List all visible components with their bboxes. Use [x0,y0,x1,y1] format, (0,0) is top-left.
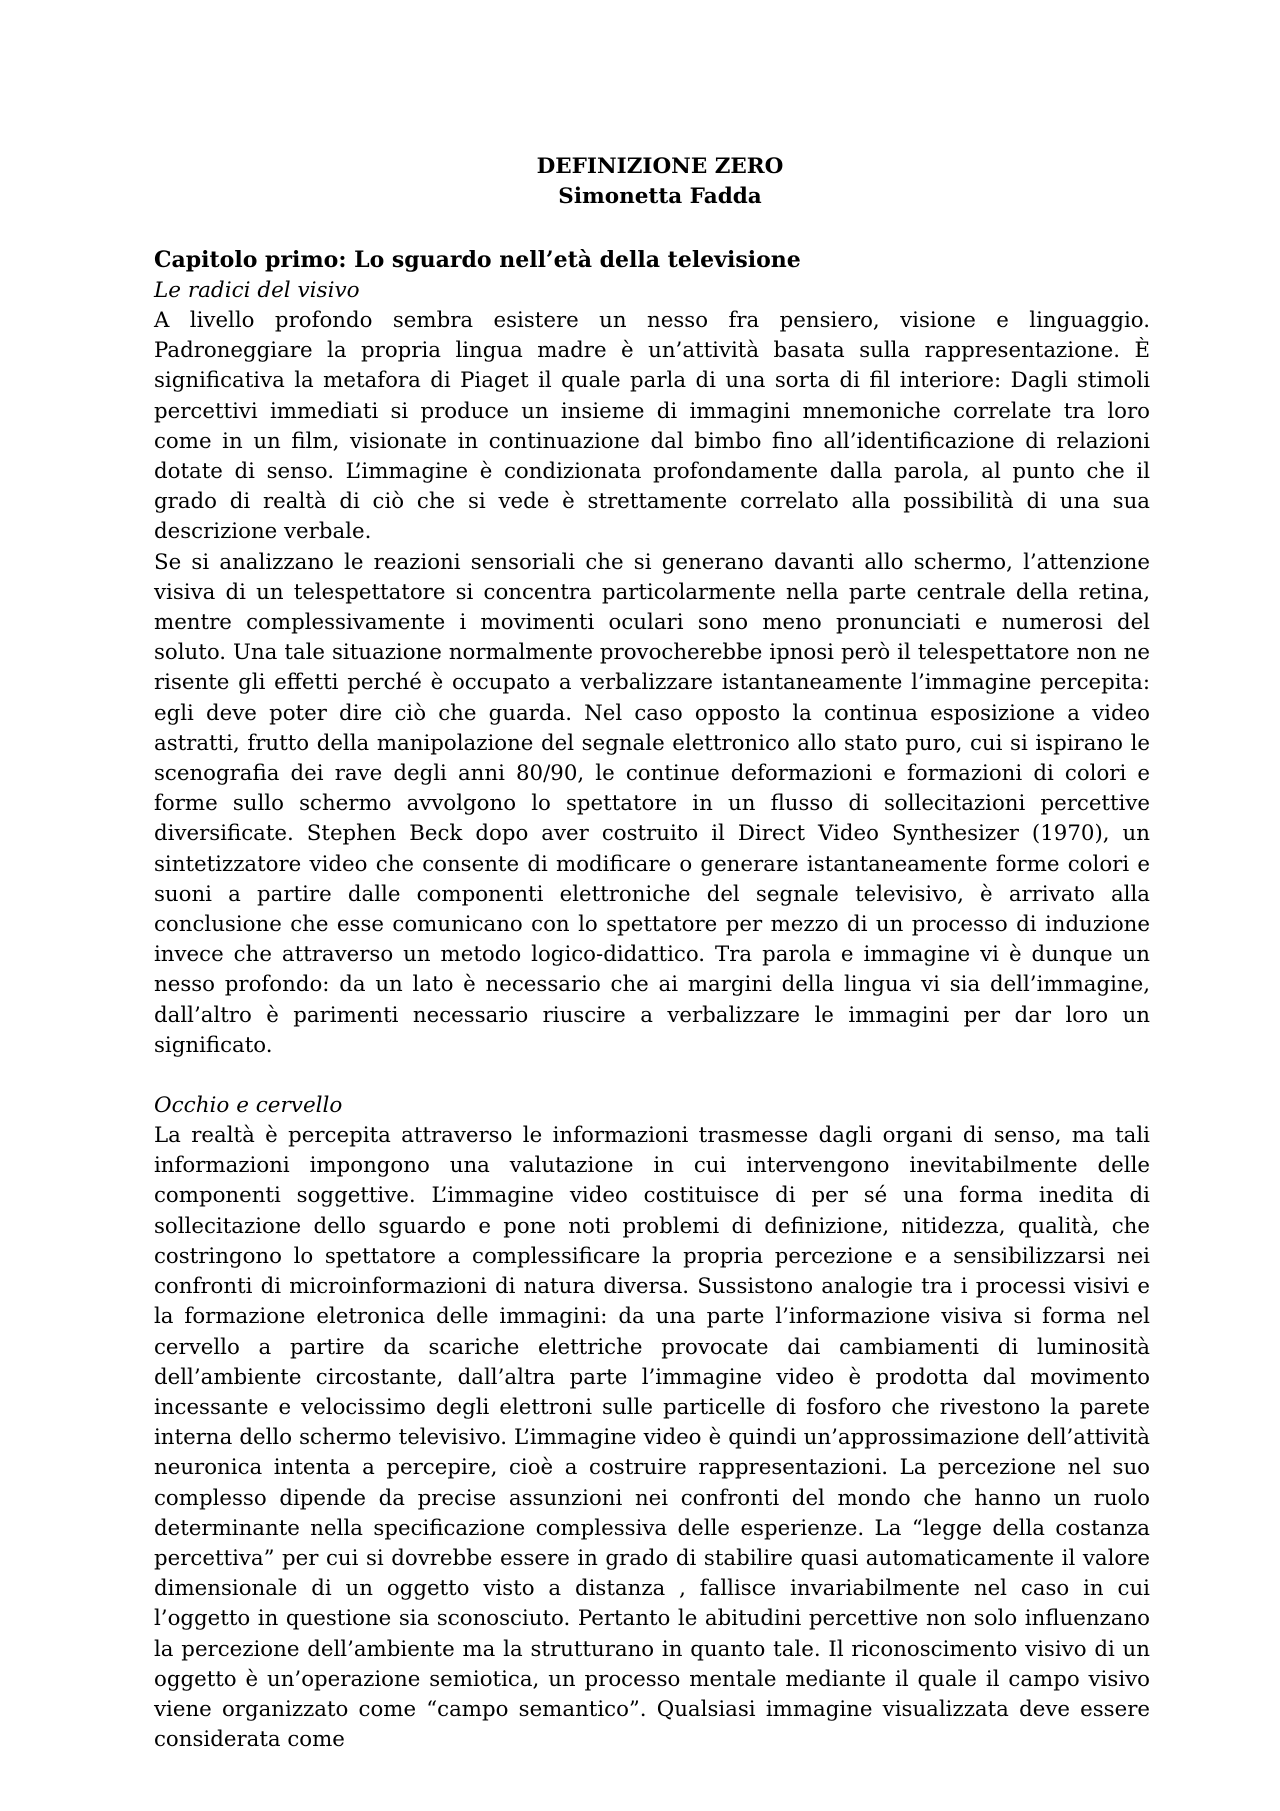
title-block [170,152,1150,212]
section-heading: Occhio e cervello [154,1093,343,1119]
paragraph: La realtà è percepita attraverso le informazioni trasmesse dagli organi di senso, ma tali informazioni impongono una valutazione in cui intervengono inevitabilmente delle componenti soggettive. L’immagine video costituisce di per sé una forma inedita di sollecitazione dello sguardo e pone noti problemi di definizione, nitidezza, qualità, che costringono lo spettatore a complessificare la propria percezione e a sensibilizzarsi nei confronti di microinformazioni di natura diversa. Sussistono analogie tra i processi visivi e la formazione eletronica delle immagini: da una parte l’informazione visiva si forma nel cervello a partire da scariche elettriche provocate dai cambiamenti di luminosità dell’ambiente circostante, dall’altra parte l’immagine video è prodotta dal movimento incessante e velocissimo degli elettroni sulle particelle di fosforo che rivestono la parete interna dello schermo televisivo. L’immagine video è quindi un’approssimazione dell’attività neuronica intenta a percepire, cioè a costruire rappresentazioni. La percezione nel suo complesso dipende da precise assunzioni nei confronti del mondo che hanno un ruolo determinante nella specificazione complessiva delle esperienze. La “legge della costanza percettiva” per cui si dovrebbe essere in grado di stabilire quasi automaticamente il valore dimensionale di un oggetto visto a distanza , fallisce invariabilmente nel caso in cui l’oggetto in questione sia sconosciuto. Pertanto le abitudini percettive non solo influenzano la percezione dell’ambiente ma la strutturano in quanto tale. Il riconoscimento visivo di un oggetto è un’operazione semiotica, un processo mentale mediante il quale il campo visivo viene organizzato come “campo semantico”. Qualsiasi immagine visualizzata deve essere considerata come [154,1123,1150,1753]
document-author: Simonetta Fadda [558,184,762,209]
document-page [154,152,1150,1755]
paragraph: Se si analizzano le reazioni sensoriali che si generano davanti allo schermo, l’attenzione visiva di un telespettatore si concentra particolarmente nella parte centrale della retina, mentre complessivamente i movimenti oculari sono meno pronunciati e numerosi del soluto. Una tale situazione normalmente provocherebbe ipnosi però il telespettatore non ne risente gli effetti perché è occupato a verbalizzare istantaneamente l’immagine percepita: egli deve poter dire ciò che guarda. Nel caso opposto la continua esposizione a video astratti, frutto della manipolazione del segnale elettronico allo stato puro, cui si ispirano le scenografia dei rave degli anni 80/90, le continue deformazioni e formazioni di colori e forme sullo schermo avvolgono lo spettatore in un flusso di sollecitazioni percettive diversificate. Stephen Beck dopo aver costruito il Direct Video Synthesizer (1970), un sintetizzatore video che consente di modificare o generare istantaneamente forme colori e suoni a partire dalle componenti elettroniche del segnale televisivo, è arrivato alla conclusione che esse comunicano con lo spettatore per mezzo di un processo di induzione invece che attraverso un metodo logico-didattico. Tra parola e immagine vi è dunque un nesso profondo: da un lato è necessario che ai margini della lingua vi sia dell’immagine, dall’altro è parimenti necessario riuscire a verbalizzare le immagini per dar loro un significato. [154,549,1150,1058]
section-radici [154,276,1150,1061]
paragraph: A livello profondo sembra esistere un nesso fra pensiero, visione e linguaggio. Padroneggiare la propria lingua madre è un’attività basata sulla rappresentazione. È significativa la metafora di Piaget il quale parla di una sorta di fil interiore: Dagli stimoli percettivi immediati si produce un insieme di immagini mnemoniche correlate tra loro come in un film, visionate in continuazione dal bimbo fino all’identificazione di relazioni dotate di senso. L’immagine è condizionata profondamente dalla parola, al punto che il grado di realtà di ciò che si vede è strettamente correlato alla possibilità di una sua descrizione verbale. [154,308,1150,545]
section-occhio [154,1091,1150,1755]
document-title: DEFINIZIONE ZERO [536,154,784,179]
chapter-heading: Capitolo primo: Lo sguardo nell’età della televisione [154,247,801,273]
section-heading: Le radici del visivo [154,278,360,303]
